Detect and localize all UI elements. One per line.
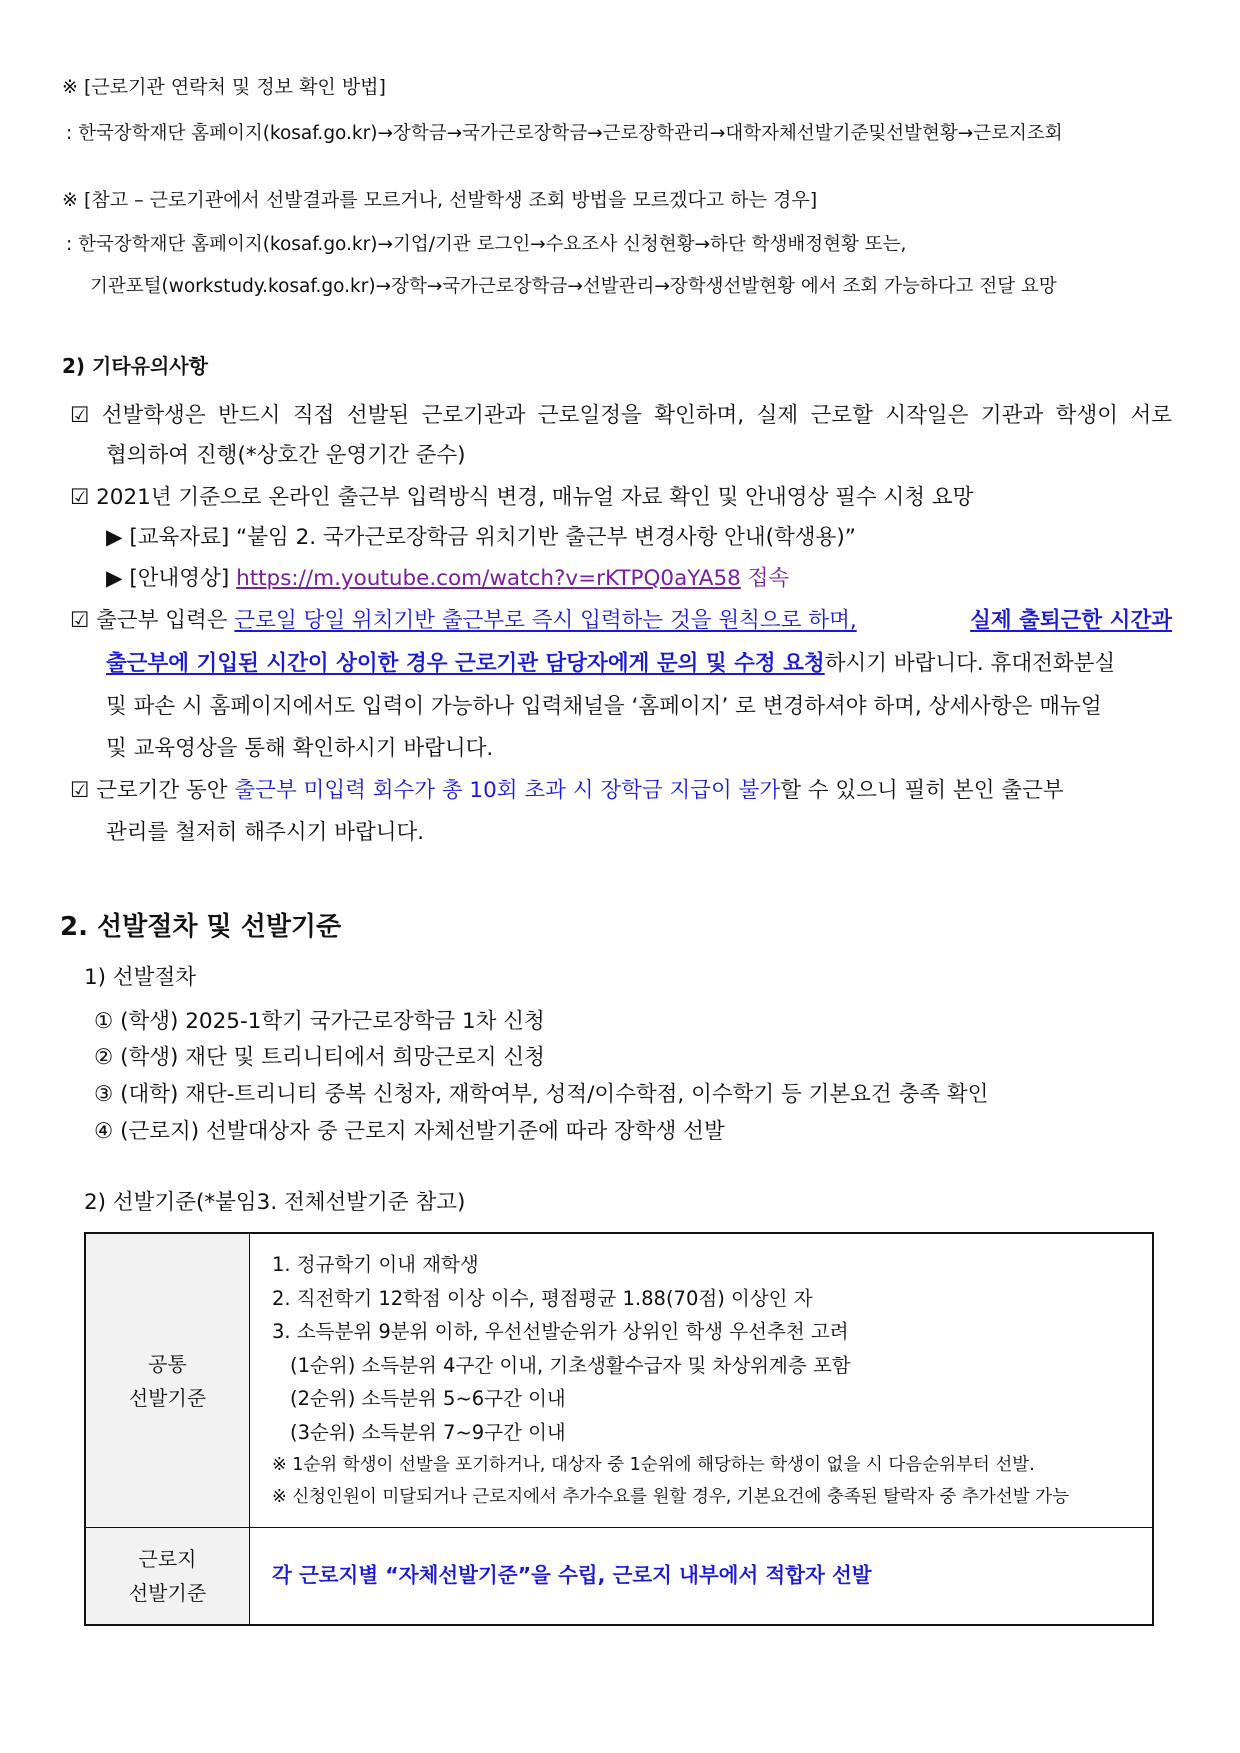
item4-prefix: ☑ 근로기간 동안 [70, 778, 235, 803]
note-item-1-line-1: ☑ 선발학생은 반드시 직접 선발된 근로기관과 근로일정을 확인하며, 실제 근로할 시작일은 기관과 학생이 서로 [70, 403, 1172, 428]
priority-item: (1순위) 소득분위 4구간 이내, 기초생활수급자 및 차상위계층 포함 [290, 1353, 851, 1377]
note-item-3-line-3: 및 파손 시 홈페이지에서도 입력이 가능하나 입력채널을 ‘홈페이지’ 로 변경하셔야 하며, 상세사항은 매뉴얼 [106, 694, 1102, 719]
common-criteria-body [250, 1233, 1154, 1528]
item3-emphasis-2a: 실제 출퇴근한 시간과 [970, 608, 1172, 633]
note-item-3-line-2 [106, 646, 1115, 677]
reference-line-2: 기관포털(workstudy.kosaf.go.kr)→장학→국가근로장학금→선발관리→장학생선발현황 에서 조회 가능하다고 전달 요망 [90, 276, 1057, 297]
common-note: ※ 신청인원이 미달되거나 근로지에서 추가수요를 원할 경우, 기본요건에 충족된 탈락자 중 추가선발 가능 [272, 1487, 1069, 1507]
priority-item: (3순위) 소득분위 7~9구간 이내 [290, 1420, 566, 1444]
contact-title: ※ [근로기관 연락처 및 정보 확인 방법] [62, 76, 386, 98]
site-criteria-label [85, 1528, 250, 1626]
video-prefix: ▶ [안내영상] [106, 566, 237, 591]
criteria-heading: 2) 선발기준(*붙임3. 전체선발기준 참고) [84, 1190, 466, 1215]
common-item: 3. 소득분위 9분위 이하, 우선선발순위가 상위인 학생 우선추천 고려 [272, 1320, 849, 1343]
procedure-step-2: ② (학생) 재단 및 트리니티에서 희망근로지 신청 [94, 1045, 545, 1070]
video-suffix: 접속 [740, 566, 790, 591]
note-item-4-line-1 [70, 773, 1064, 804]
item3-prefix: ☑ 출근부 입력은 [70, 608, 235, 633]
item3-emphasis-2b: 출근부에 기입된 시간이 상이한 경우 근로기관 담당자에게 문의 및 수정 요청 [106, 651, 825, 676]
note-item-2-material: ▶ [교육자료] “붙임 2. 국가근로장학금 위치기반 출근부 변경사항 안내(학생용)” [106, 525, 856, 550]
item3-rest: 하시기 바랍니다. 휴대전화분실 [824, 651, 1116, 676]
procedure-step-3: ③ (대학) 재단-트리니티 중복 신청자, 재학여부, 성적/이수학점, 이수학기 등 기본요건 충족 확인 [94, 1082, 989, 1107]
reference-line-1: : 한국장학재단 홈페이지(kosaf.go.kr)→기업/기관 로그인→수요조사 신청현황→하단 학생배정현황 또는, [66, 234, 907, 255]
common-item: 2. 직전학기 12학점 이상 이수, 평점평균 1.88(70점) 이상인 자 [272, 1286, 813, 1310]
note-item-1-line-2: 협의하여 진행(*상호간 운영기간 준수) [106, 443, 466, 468]
reference-title: ※ [참고 – 근로기관에서 선발결과를 모르거나, 선발학생 조회 방법을 모르겠다고 하는 경우] [62, 189, 818, 211]
site-label-line-1: 근로지 [138, 1547, 197, 1571]
note-item-2-video [106, 561, 789, 592]
site-label-line-2: 선발기준 [128, 1581, 207, 1605]
contact-path: : 한국장학재단 홈페이지(kosaf.go.kr)→장학금→국가근로장학금→근로장학관리→대학자체선발기준및선발현황→근로지조회 [66, 123, 1063, 144]
item4-emphasis: 출근부 미입력 회수가 총 10회 초과 시 장학금 지급이 불가 [234, 778, 781, 803]
note-item-3-line-4: 및 교육영상을 통해 확인하시기 바랍니다. [106, 736, 494, 761]
note-item-3-line-1 [70, 603, 1172, 634]
criteria-table [84, 1232, 1154, 1626]
procedure-step-1: ① (학생) 2025-1학기 국가근로장학금 1차 신청 [94, 1009, 545, 1034]
common-criteria-label [85, 1233, 250, 1528]
site-criteria-body: 각 근로지별 “자체선발기준”을 수립, 근로지 내부에서 적합자 선발 [250, 1528, 1154, 1626]
procedure-heading: 1) 선발절차 [84, 965, 196, 990]
priority-item: (2순위) 소득분위 5~6구간 이내 [290, 1387, 566, 1410]
common-item: 1. 정규학기 이내 재학생 [272, 1253, 479, 1276]
common-criteria-row [85, 1233, 1153, 1528]
procedure-step-4: ④ (근로지) 선발대상자 중 근로지 자체선발기준에 따라 장학생 선발 [94, 1119, 725, 1144]
video-link[interactable]: https://m.youtube.com/watch?v=rKTPQ0aYA58 [236, 566, 741, 591]
section-2-title: 2. 선발절차 및 선발기준 [60, 912, 342, 942]
item3-emphasis-1: 근로일 당일 위치기반 출근부로 즉시 입력하는 것을 원칙으로 하며, [234, 608, 857, 633]
item4-suffix: 할 수 있으니 필히 본인 출근부 [780, 778, 1064, 803]
site-criteria-row [85, 1528, 1153, 1626]
common-note: ※ 1순위 학생이 선발을 포기하거나, 대상자 중 1순위에 해당하는 학생이 없을 시 다음순위부터 선발. [272, 1455, 1035, 1475]
note-item-4-line-2: 관리를 철저히 해주시기 바랍니다. [106, 820, 425, 845]
note-item-2: ☑ 2021년 기준으로 온라인 출근부 입력방식 변경, 매뉴얼 자료 확인 및 안내영상 필수 시청 요망 [70, 485, 974, 510]
notes-heading: 2) 기타유의사항 [62, 354, 208, 378]
common-label-line-1: 공통 [148, 1351, 187, 1376]
common-label-line-2: 선발기준 [128, 1385, 207, 1410]
